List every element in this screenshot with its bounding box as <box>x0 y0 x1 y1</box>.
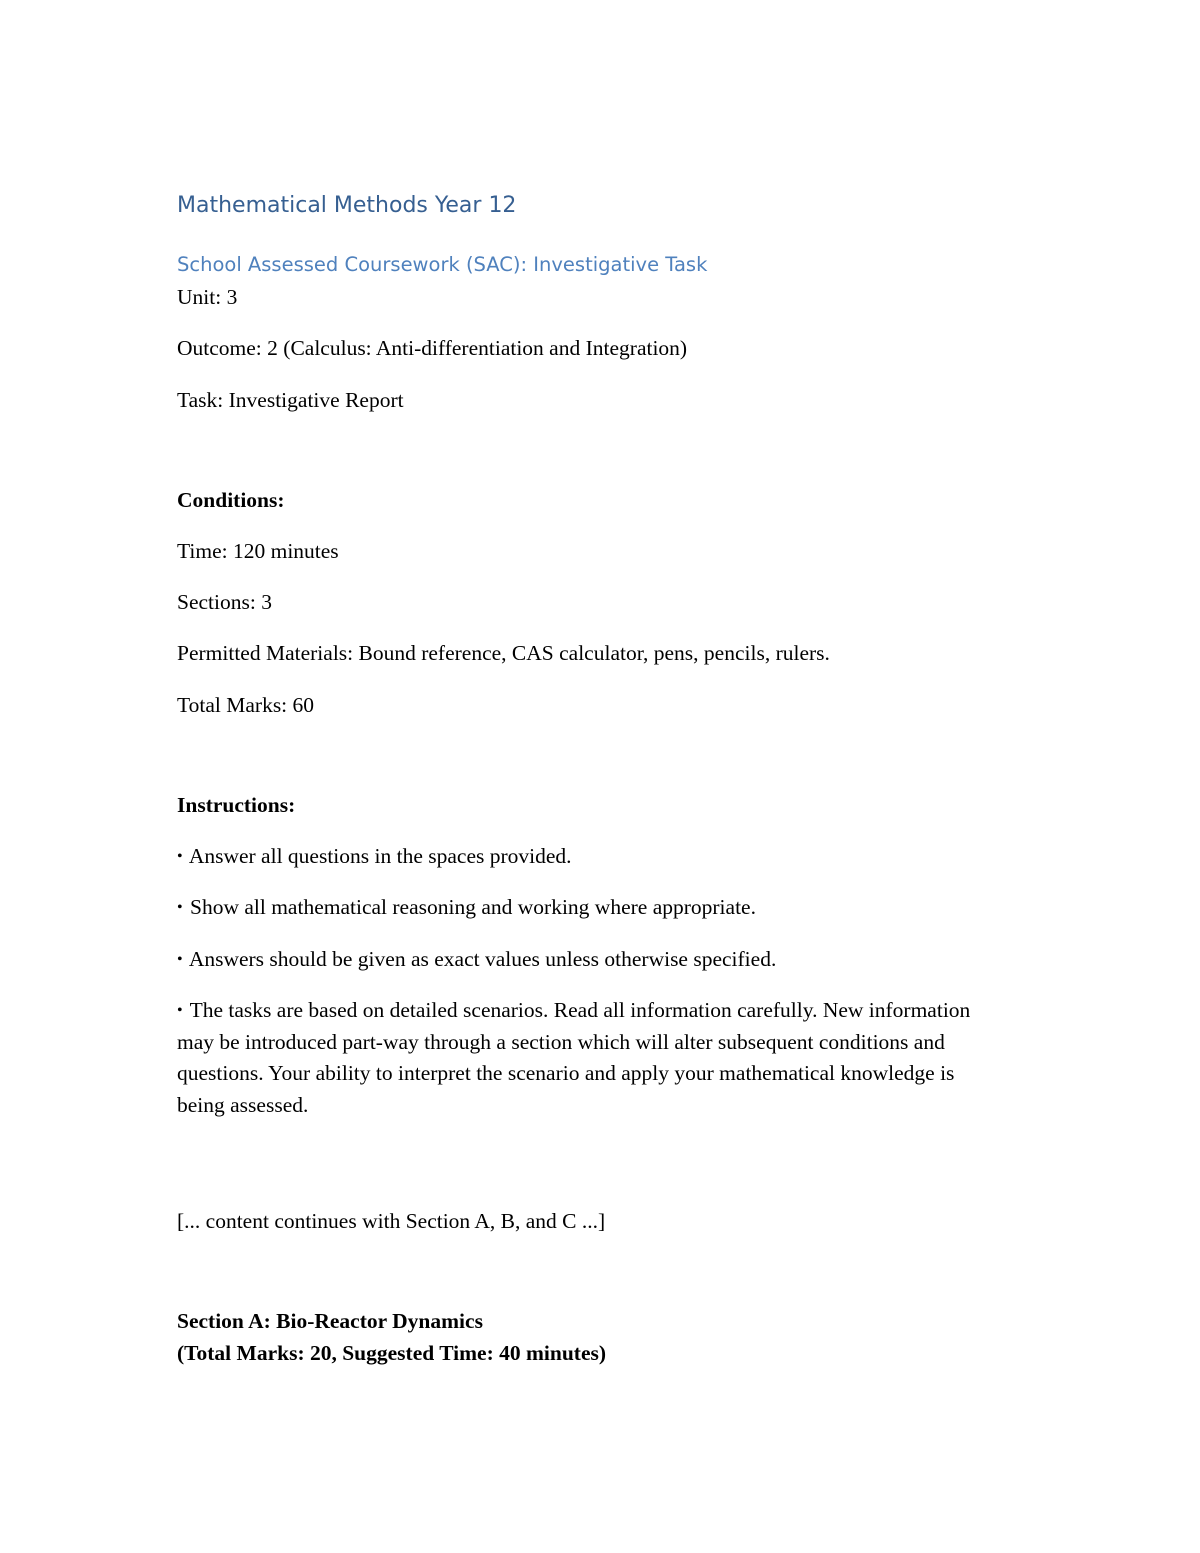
document-subtitle: School Assessed Coursework (SAC): Investigative Task <box>177 253 708 276</box>
instruction-item <box>177 944 776 975</box>
conditions-time: Time: 120 minutes <box>177 539 339 563</box>
outcome-line: Outcome: 2 (Calculus: Anti-differentiation and Integration) <box>177 336 688 360</box>
instruction-text: Show all mathematical reasoning and working where appropriate. <box>189 895 756 919</box>
section-a-details: (Total Marks: 20, Suggested Time: 40 minutes) <box>177 1341 607 1365</box>
instruction-text: Answers should be given as exact values unless otherwise specified. <box>188 947 777 971</box>
document-title: Mathematical Methods Year 12 <box>177 193 517 218</box>
instruction-text: The tasks are based on detailed scenarios. Read all information carefully. New information may be introduced part-way through a section which will alter subsequent conditions and questions. Your ability to interpret the scenario and apply your mathematical knowledge is being assessed. <box>177 998 971 1117</box>
instruction-item <box>177 841 572 872</box>
bullet-icon: • <box>177 1002 183 1019</box>
bullet-icon: • <box>177 899 183 916</box>
instruction-item <box>177 995 997 1121</box>
conditions-sections: Sections: 3 <box>177 590 272 614</box>
conditions-heading: Conditions: <box>177 488 285 512</box>
unit-line: Unit: 3 <box>177 285 238 309</box>
instructions-heading: Instructions: <box>177 793 296 817</box>
bullet-icon: • <box>177 848 183 865</box>
conditions-total-marks: Total Marks: 60 <box>177 693 315 717</box>
instruction-item <box>177 892 756 923</box>
continuation-note: [... content continues with Section A, B, and C ...] <box>177 1209 606 1233</box>
conditions-materials: Permitted Materials: Bound reference, CAS calculator, pens, pencils, rulers. <box>177 641 830 665</box>
section-a-title: Section A: Bio-Reactor Dynamics <box>177 1309 483 1333</box>
bullet-icon: • <box>177 951 183 968</box>
task-line: Task: Investigative Report <box>177 388 404 412</box>
instruction-text: Answer all questions in the spaces provided. <box>188 844 572 868</box>
